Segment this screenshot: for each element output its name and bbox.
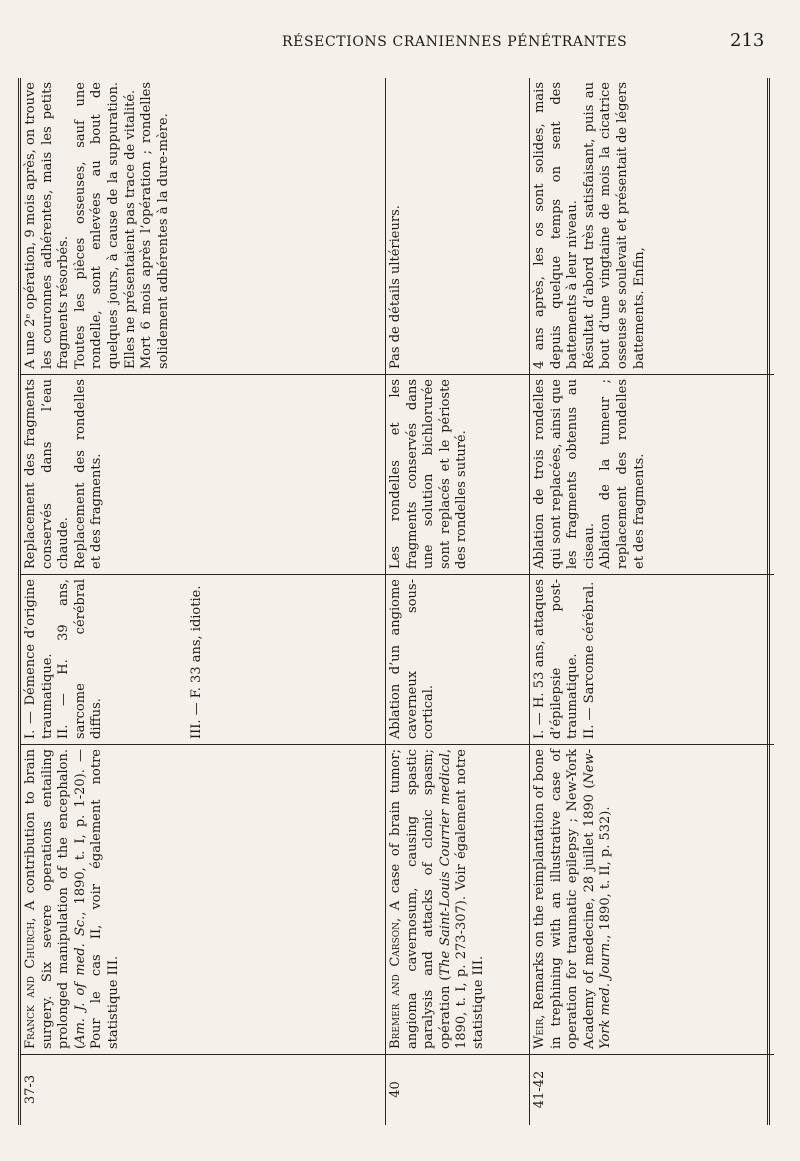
result-item: Mort 6 mois après l’opération ; rondelles solidement adhérentes à la dure-mère. <box>139 82 171 369</box>
reference-title: , A case of brain tumor; angioma cavernosum, causing spastic paralysis and attacks of clonic spasm; opération ( <box>388 749 453 1049</box>
reference-journal: Am. J. of med. Sc. <box>72 915 88 1044</box>
table-row <box>21 78 385 1125</box>
case-item: Ablation d’un angiome caverneux sous-cortical. <box>388 579 437 739</box>
reference-details: , 1890, t. II, p. 532). <box>598 806 614 939</box>
case-description <box>530 575 774 745</box>
running-header-title: RÉSECTIONS CRANIENNES PÉNÉTRANTES <box>282 34 628 50</box>
result-item: 4 ans après, les os sont solides, mais depuis quelque temps on sent des battements à leur niveau. <box>532 82 581 369</box>
case-item: II. — Sarcome cérébral. <box>581 581 597 739</box>
rotated-table-container <box>18 78 770 1125</box>
table-row <box>385 78 530 1125</box>
case-item: I. — Démence d’origine traumatique. <box>23 579 55 739</box>
reference-title: , Remarks on the reimplantation of bone in trephining with an illustrative case of operation for traumatic epilepsy ; New-York Academy of medecine, 28 juillet 1890 ( <box>532 749 597 1049</box>
case-item: III. — F. 33 ans, idiotie. <box>188 585 204 739</box>
case-item: I. — H. 53 ans, attaques d’épilepsie post-traumatique. <box>532 579 581 739</box>
operation-item: Replacement des fragments conservés dans l’eau chaude. <box>23 379 72 569</box>
operation-description <box>386 375 530 575</box>
reference-authors: Franck and Church <box>23 921 38 1049</box>
reference-title: , A contribution to brain surgery. Six severe operations entailing prolonged manipulation of the encephalon. ( <box>23 749 88 1049</box>
reference-authors: Weir <box>532 1018 547 1049</box>
case-description <box>21 575 385 745</box>
case-number: 41-42 <box>532 1070 547 1109</box>
operation-item: Ablation de trois rondelles qui sont replacées, ainsi que les fragments obtenus au ciseau. <box>532 379 597 569</box>
bibliographic-reference <box>21 745 385 1055</box>
reference-authors: Bremer and Carson <box>388 922 403 1049</box>
reference-journal: The Saint-Louis Courrier medical <box>437 753 453 976</box>
operation-description <box>21 375 385 575</box>
result-description <box>386 78 530 375</box>
operation-item: Ablation de la tumeur ; replacement des rondelles et des fragments. <box>598 379 647 569</box>
operation-description <box>530 375 774 575</box>
case-number: 40 <box>388 1081 403 1098</box>
operation-item: Replacement des rondelles et des fragments. <box>72 379 105 569</box>
result-item: Toutes les pièces osseuses, sauf une rondelle, sont enlevées au bout de quelques jours, à cause de la suppuration. Elles ne présentaient pas trace de vitalité. <box>72 82 138 369</box>
case-number: 37-3 <box>23 1074 38 1105</box>
result-description <box>21 78 385 375</box>
statistics-table <box>18 78 770 1125</box>
result-item: A une 2ᵉ opération, 9 mois après, on trouve les couronnes adhérentes, mais les petits fragments résorbés. <box>23 82 72 369</box>
table-row <box>529 78 774 1125</box>
reference-details: , 1890, t. I, p. 1-20). — Pour le cas II, voir également notre statistique III. <box>72 749 121 1049</box>
bibliographic-reference <box>530 745 774 1055</box>
case-description <box>386 575 530 745</box>
case-item: II. — H. 39 ans, sarcome cérébral diffus. <box>56 579 105 739</box>
page-number: 213 <box>730 30 765 51</box>
reference-details: , 1890, t. I, p. 273-307). Voir également notre statistique III. <box>437 748 486 1049</box>
reference-journal: New-York med. Journ. <box>581 749 614 1049</box>
result-item: Résultat d’abord très satisfaisant, puis au bout d’une vingtaine de mois la cicatrice osseuse se soulevait et présentait de légers battements. Enfin, <box>581 82 647 369</box>
result-item: Pas de détails ultérieurs. <box>388 205 403 369</box>
result-description <box>530 78 774 375</box>
bibliographic-reference <box>386 745 530 1055</box>
operation-item: Les rondelles et les fragments conservés dans une solution bichlorurée sont replacés et le périoste des rondelles suturé. <box>388 379 470 569</box>
